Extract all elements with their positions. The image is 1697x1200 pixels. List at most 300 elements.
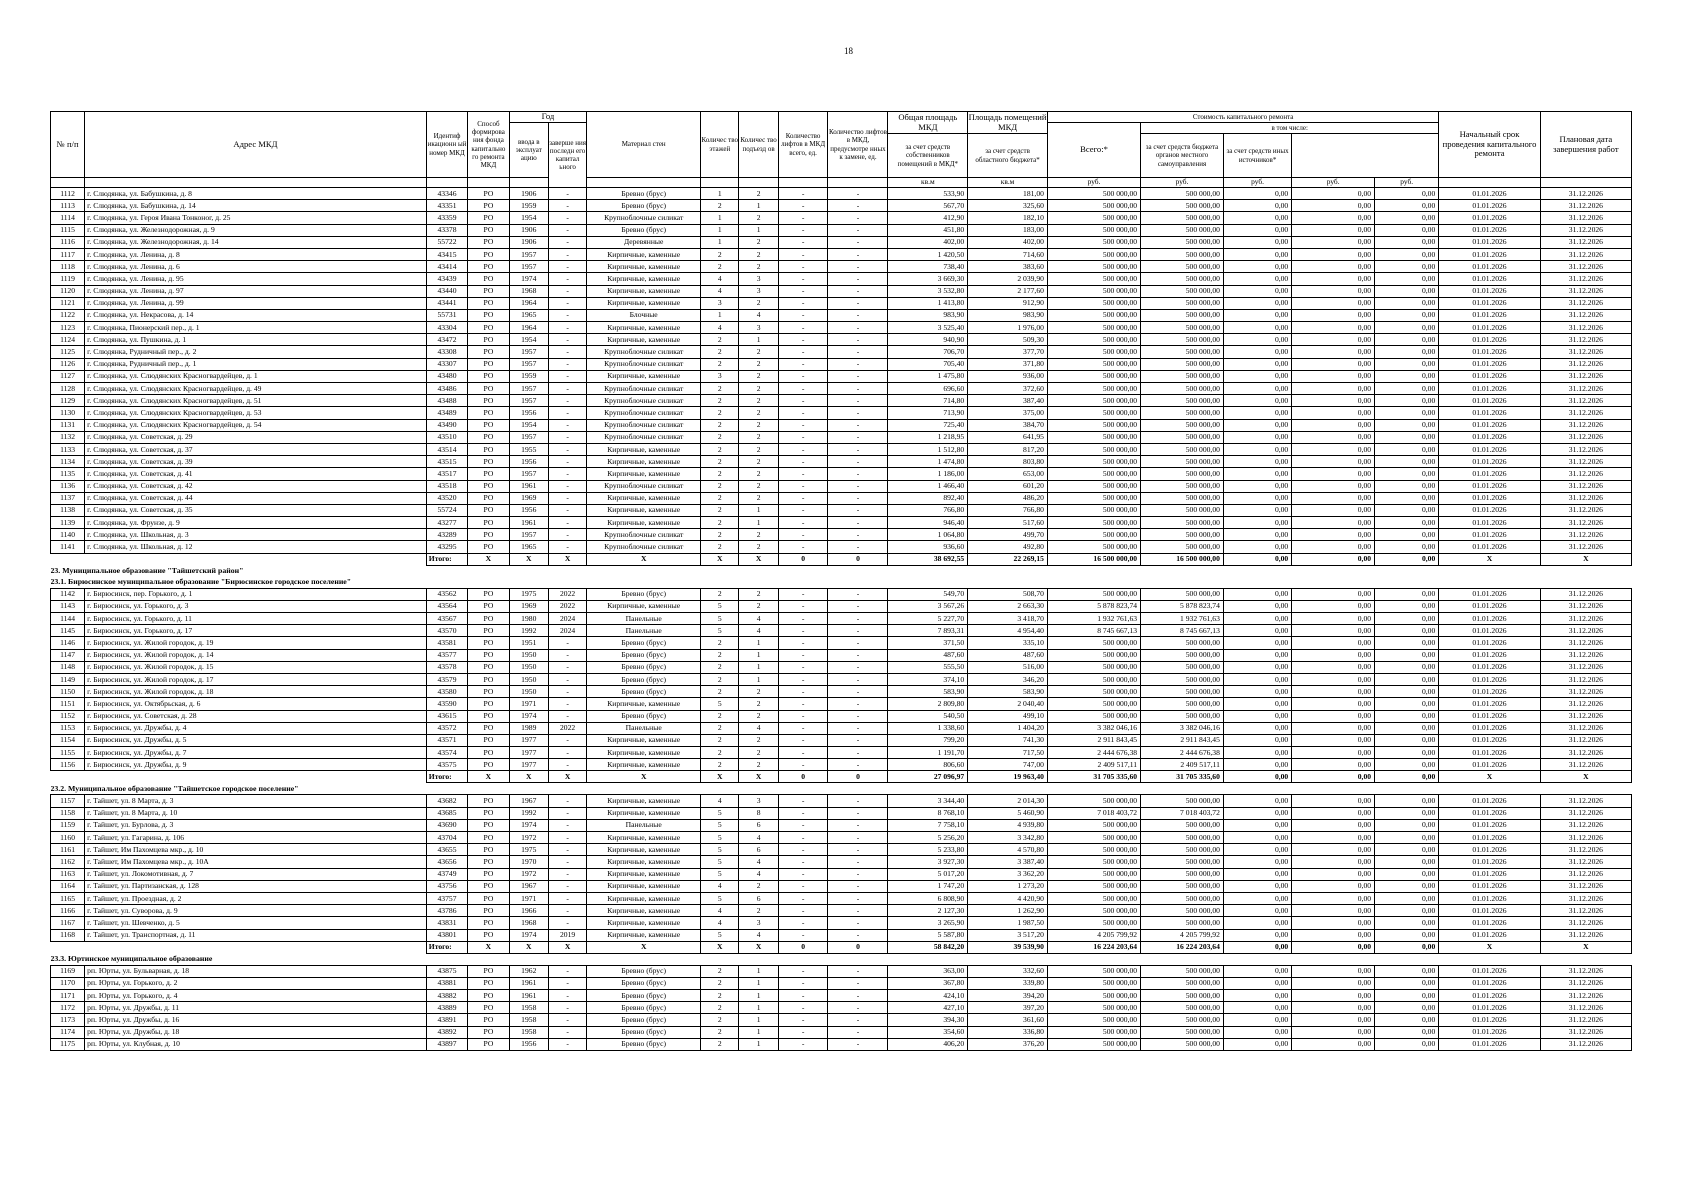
table-cell: 0,00	[1223, 309, 1291, 321]
table-cell: 714,60	[968, 248, 1048, 260]
table-cell: 43685	[426, 807, 467, 819]
table-cell: 0,00	[1375, 1014, 1439, 1026]
table-cell: 0,00	[1292, 917, 1375, 929]
table-cell: 1971	[509, 892, 548, 904]
table-cell: -	[828, 1014, 888, 1026]
table-cell: 01.01.2026	[1439, 759, 1540, 771]
table-cell: 2	[701, 759, 739, 771]
table-cell: 500 000,00	[1047, 637, 1140, 649]
table-cell: -	[778, 273, 828, 285]
table-cell: 43891	[426, 1014, 467, 1026]
table-cell: 500 000,00	[1141, 188, 1224, 200]
table-cell: РО	[468, 625, 509, 637]
table-cell: 2	[701, 480, 739, 492]
table-cell: 2	[701, 649, 739, 661]
table-row	[51, 248, 1632, 260]
table-cell: -	[828, 370, 888, 382]
table-cell: -	[778, 747, 828, 759]
table-cell: -	[548, 346, 586, 358]
table-cell: 325,60	[968, 200, 1048, 212]
table-cell: 1116	[51, 236, 85, 248]
table-cell: 43440	[426, 285, 467, 297]
table-cell: 2	[739, 248, 778, 260]
table-cell: 1955	[509, 443, 548, 455]
table-cell: 487,60	[888, 649, 968, 661]
table-cell: -	[778, 844, 828, 856]
table-cell: 2	[701, 407, 739, 419]
table-cell: 2	[739, 600, 778, 612]
address-cell: г. Слюдянка, ул. Советская, д. 41	[85, 468, 427, 480]
table-cell: -	[778, 1026, 828, 1038]
table-cell: 1958	[509, 1014, 548, 1026]
table-cell: -	[548, 880, 586, 892]
table-cell: 31.12.2026	[1540, 358, 1631, 370]
address-cell: г. Слюдянка, ул. Ленина, д. 6	[85, 261, 427, 273]
table-cell: 5 878 823,74	[1047, 600, 1140, 612]
table-cell: РО	[468, 297, 509, 309]
table-cell: -	[778, 492, 828, 504]
table-cell: -	[778, 1002, 828, 1014]
table-cell: 4	[739, 309, 778, 321]
table-cell: 5	[701, 892, 739, 904]
table-cell: -	[548, 261, 586, 273]
table-cell: 1144	[51, 613, 85, 625]
table-cell: 2 409 517,11	[1141, 759, 1224, 771]
table-cell: -	[548, 419, 586, 431]
table-cell: 0,00	[1375, 248, 1439, 260]
table-row	[51, 224, 1632, 236]
table-cell: -	[828, 734, 888, 746]
table-cell: 1969	[509, 492, 548, 504]
table-row	[51, 710, 1632, 722]
table-cell: 5 017,20	[888, 868, 968, 880]
table-cell: 500 000,00	[1141, 917, 1224, 929]
table-cell: 1114	[51, 212, 85, 224]
total-cell: 0	[778, 771, 828, 783]
table-cell: -	[548, 698, 586, 710]
table-cell: 0,00	[1223, 297, 1291, 309]
table-cell: 806,60	[888, 759, 968, 771]
table-cell: 500 000,00	[1141, 200, 1224, 212]
table-cell: 1961	[509, 990, 548, 1002]
table-cell: 43801	[426, 929, 467, 941]
table-cell: -	[828, 990, 888, 1002]
table-cell: -	[828, 212, 888, 224]
table-cell: 01.01.2026	[1439, 868, 1540, 880]
table-cell: 500 000,00	[1047, 504, 1140, 516]
table-cell: 371,80	[968, 358, 1048, 370]
table-cell: 940,90	[888, 334, 968, 346]
table-row	[51, 1002, 1632, 1014]
table-cell: 1968	[509, 917, 548, 929]
table-cell: 1129	[51, 395, 85, 407]
table-cell: 0,00	[1223, 236, 1291, 248]
table-cell: 6 808,90	[888, 892, 968, 904]
total-cell: 0	[778, 553, 828, 565]
table-cell: 0,00	[1223, 541, 1291, 553]
table-cell: Кирпичные, каменные	[587, 698, 701, 710]
table-cell: 43307	[426, 358, 467, 370]
table-cell: 43520	[426, 492, 467, 504]
table-cell: 1 512,80	[888, 443, 968, 455]
table-cell: 01.01.2026	[1439, 334, 1540, 346]
table-cell: 5	[701, 832, 739, 844]
table-cell: РО	[468, 990, 509, 1002]
table-cell: 01.01.2026	[1439, 588, 1540, 600]
table-cell: -	[548, 1014, 586, 1026]
table-cell: 0,00	[1292, 613, 1375, 625]
table-cell: 0,00	[1292, 248, 1375, 260]
table-cell: 0,00	[1223, 188, 1291, 200]
table-cell: 1 932 761,63	[1047, 613, 1140, 625]
table-cell: 394,20	[968, 990, 1048, 1002]
table-cell: 0,00	[1375, 747, 1439, 759]
table-cell: 31.12.2026	[1540, 1038, 1631, 1050]
table-cell: 1950	[509, 649, 548, 661]
table-cell: 0,00	[1292, 285, 1375, 297]
table-cell: РО	[468, 370, 509, 382]
table-cell: 2 663,30	[968, 600, 1048, 612]
address-cell: г. Бирюсинск, ул. Жилой городок, д. 19	[85, 637, 427, 649]
table-cell: 01.01.2026	[1439, 273, 1540, 285]
table-cell: -	[548, 480, 586, 492]
table-cell: 2	[739, 407, 778, 419]
address-cell: г. Слюдянка, ул. Советская, д. 44	[85, 492, 427, 504]
table-cell: 2	[739, 759, 778, 771]
address-cell: г. Бирюсинск, ул. Горького, д. 11	[85, 613, 427, 625]
table-cell: 1154	[51, 734, 85, 746]
table-cell: 2022	[548, 722, 586, 734]
table-cell: Бревно (брус)	[587, 1014, 701, 1026]
table-cell: 2	[739, 686, 778, 698]
table-cell: 2	[739, 588, 778, 600]
table-cell: 6	[739, 844, 778, 856]
table-cell: 0,00	[1375, 673, 1439, 685]
table-cell: 1137	[51, 492, 85, 504]
address-cell: г. Тайшет, Им Пахомцева мкр., д. 10	[85, 844, 427, 856]
table-cell: -	[828, 1038, 888, 1050]
table-cell: Бревно (брус)	[587, 200, 701, 212]
table-cell: 0,00	[1375, 504, 1439, 516]
table-cell: 31.12.2026	[1540, 868, 1631, 880]
table-cell: Кирпичные, каменные	[587, 844, 701, 856]
table-cell: -	[828, 346, 888, 358]
table-cell: 500 000,00	[1141, 541, 1224, 553]
table-cell: 2	[739, 880, 778, 892]
table-header	[51, 112, 1632, 188]
table-cell: 3 265,90	[888, 917, 968, 929]
table-cell: Бревно (брус)	[587, 965, 701, 977]
table-cell: 500 000,00	[1047, 698, 1140, 710]
table-cell: 01.01.2026	[1439, 480, 1540, 492]
table-cell: 1118	[51, 261, 85, 273]
table-cell: -	[778, 212, 828, 224]
table-cell: 43304	[426, 322, 467, 334]
table-cell: 500 000,00	[1141, 358, 1224, 370]
table-cell: 0,00	[1375, 600, 1439, 612]
table-cell: 1	[739, 334, 778, 346]
table-cell: -	[548, 807, 586, 819]
table-cell: 1	[701, 236, 739, 248]
table-cell: -	[548, 297, 586, 309]
table-cell: 01.01.2026	[1439, 419, 1540, 431]
table-cell: -	[548, 905, 586, 917]
table-cell: 0,00	[1375, 613, 1439, 625]
table-cell: 31.12.2026	[1540, 649, 1631, 661]
table-cell: 5	[701, 600, 739, 612]
table-cell: 5	[701, 929, 739, 941]
table-cell: 500 000,00	[1141, 819, 1224, 831]
table-cell: -	[548, 1002, 586, 1014]
table-cell: 500 000,00	[1047, 346, 1140, 358]
total-cell: Х	[548, 553, 586, 565]
table-cell: 0,00	[1223, 965, 1291, 977]
table-cell: Бревно (брус)	[587, 686, 701, 698]
table-cell: 1974	[509, 929, 548, 941]
table-cell: -	[828, 856, 888, 868]
total-cell: 0	[778, 941, 828, 953]
table-cell: 500 000,00	[1047, 419, 1140, 431]
table-cell: 0,00	[1292, 443, 1375, 455]
table-cell: 3	[739, 917, 778, 929]
table-cell: -	[548, 273, 586, 285]
table-cell: -	[828, 759, 888, 771]
table-cell: РО	[468, 600, 509, 612]
table-cell: 412,90	[888, 212, 968, 224]
table-cell: 01.01.2026	[1439, 541, 1540, 553]
table-cell: 4 205 799,92	[1141, 929, 1224, 941]
table-cell: 182,10	[968, 212, 1048, 224]
table-cell: 500 000,00	[1141, 334, 1224, 346]
table-row	[51, 261, 1632, 273]
table-cell: 43889	[426, 1002, 467, 1014]
table-cell: -	[828, 613, 888, 625]
table-cell: 1153	[51, 722, 85, 734]
table-row	[51, 236, 1632, 248]
table-row	[51, 698, 1632, 710]
table-cell: 2	[701, 431, 739, 443]
table-cell: 2	[701, 1026, 739, 1038]
table-row	[51, 383, 1632, 395]
table-cell: 1163	[51, 868, 85, 880]
table-cell: 2	[739, 480, 778, 492]
table-cell: -	[778, 407, 828, 419]
table-cell: 1972	[509, 832, 548, 844]
table-cell: 0,00	[1375, 734, 1439, 746]
table-cell: 500 000,00	[1141, 212, 1224, 224]
table-cell: -	[828, 844, 888, 856]
table-cell: 2	[701, 346, 739, 358]
table-cell: 3 382 046,16	[1141, 722, 1224, 734]
section-heading	[51, 953, 1632, 965]
table-cell: -	[828, 517, 888, 529]
table-cell: 3 342,80	[968, 832, 1048, 844]
table-cell: 424,10	[888, 990, 968, 1002]
table-cell: 4 205 799,92	[1047, 929, 1140, 941]
table-cell: -	[548, 1038, 586, 1050]
address-cell: г. Слюдянка, ул. Школьная, д. 3	[85, 529, 427, 541]
table-cell: 4	[701, 285, 739, 297]
table-cell: -	[778, 686, 828, 698]
table-cell: 01.01.2026	[1439, 504, 1540, 516]
table-cell: 43656	[426, 856, 467, 868]
table-cell: 0,00	[1375, 358, 1439, 370]
table-cell: -	[548, 248, 586, 260]
table-cell: 31.12.2026	[1540, 504, 1631, 516]
table-cell: 0,00	[1292, 637, 1375, 649]
table-cell: 1	[739, 1026, 778, 1038]
table-cell: 0,00	[1292, 698, 1375, 710]
table-body	[51, 188, 1632, 1051]
table-cell: 01.01.2026	[1439, 977, 1540, 989]
table-cell: 0,00	[1292, 747, 1375, 759]
table-cell: 1957	[509, 383, 548, 395]
table-cell: Кирпичные, каменные	[587, 929, 701, 941]
table-cell: Кирпичные, каменные	[587, 600, 701, 612]
table-row	[51, 273, 1632, 285]
table-cell: 2	[739, 710, 778, 722]
table-cell: 31.12.2026	[1540, 541, 1631, 553]
table-cell: 31.12.2026	[1540, 200, 1631, 212]
table-cell: 01.01.2026	[1439, 990, 1540, 1002]
table-cell: 2 444 676,38	[1047, 747, 1140, 759]
address-cell: г. Бирюсинск, ул. Дружбы, д. 4	[85, 722, 427, 734]
section-heading	[51, 577, 1632, 589]
table-cell: -	[828, 977, 888, 989]
table-cell: 2 409 517,11	[1047, 759, 1140, 771]
table-cell: -	[828, 431, 888, 443]
table-cell: 500 000,00	[1047, 517, 1140, 529]
table-row	[51, 285, 1632, 297]
table-cell: 2	[701, 734, 739, 746]
header-cost-incl: в том числе:	[1141, 123, 1439, 134]
table-cell: -	[778, 456, 828, 468]
table-cell: 5	[701, 625, 739, 637]
table-cell: 983,90	[968, 309, 1048, 321]
table-cell: 1992	[509, 807, 548, 819]
table-cell: 01.01.2026	[1439, 686, 1540, 698]
table-cell: -	[828, 224, 888, 236]
table-cell: -	[778, 673, 828, 685]
table-cell: 31.12.2026	[1540, 722, 1631, 734]
table-cell: 641,95	[968, 431, 1048, 443]
table-cell: 31.12.2026	[1540, 529, 1631, 541]
table-cell: 500 000,00	[1047, 795, 1140, 807]
header-start: Начальный срок проведения капитального ремонта	[1439, 112, 1540, 178]
table-cell: 500 000,00	[1141, 965, 1224, 977]
table-cell: 1130	[51, 407, 85, 419]
table-cell: -	[548, 795, 586, 807]
table-cell: 2 177,60	[968, 285, 1048, 297]
table-cell: 31.12.2026	[1540, 468, 1631, 480]
table-cell: -	[778, 443, 828, 455]
table-row	[51, 880, 1632, 892]
table-cell: -	[548, 456, 586, 468]
header-floors: Количес тво этажей	[701, 112, 739, 178]
table-cell: 4	[701, 322, 739, 334]
address-cell: г. Слюдянка, ул. Слюдянских Красногвардейцев, д. 54	[85, 419, 427, 431]
table-cell: 43690	[426, 819, 467, 831]
table-cell: 01.01.2026	[1439, 613, 1540, 625]
table-cell: 0,00	[1292, 212, 1375, 224]
address-cell: г. Слюдянка, ул. Слюдянских Красногвардейцев, д. 51	[85, 395, 427, 407]
table-cell: 2	[739, 188, 778, 200]
table-cell: 0,00	[1292, 456, 1375, 468]
table-cell: РО	[468, 456, 509, 468]
total-cell: 0	[828, 771, 888, 783]
table-cell: Крупноблочные силикат	[587, 480, 701, 492]
table-cell: -	[828, 309, 888, 321]
table-cell: 2	[739, 443, 778, 455]
table-cell: -	[778, 370, 828, 382]
table-cell: 01.01.2026	[1439, 844, 1540, 856]
section-heading	[51, 565, 1632, 577]
table-cell: 738,40	[888, 261, 968, 273]
table-cell: Кирпичные, каменные	[587, 868, 701, 880]
table-cell: 01.01.2026	[1439, 431, 1540, 443]
table-cell: 583,90	[888, 686, 968, 698]
table-cell: -	[778, 504, 828, 516]
table-cell: 517,60	[968, 517, 1048, 529]
table-cell: -	[778, 188, 828, 200]
table-cell: 01.01.2026	[1439, 661, 1540, 673]
header-area-total: Общая площадь МКД	[888, 112, 968, 134]
table-cell: 500 000,00	[1141, 698, 1224, 710]
table-cell: 1127	[51, 370, 85, 382]
table-cell: РО	[468, 212, 509, 224]
table-cell: 817,20	[968, 443, 1048, 455]
address-cell: г. Бирюсинск, ул. Жилой городок, д. 17	[85, 673, 427, 685]
table-cell: 500 000,00	[1141, 261, 1224, 273]
table-cell: 31.12.2026	[1540, 456, 1631, 468]
table-cell: 500 000,00	[1141, 686, 1224, 698]
table-cell: 1146	[51, 637, 85, 649]
table-cell: 0,00	[1223, 224, 1291, 236]
table-cell: 1966	[509, 905, 548, 917]
table-cell: 0,00	[1375, 819, 1439, 831]
table-cell: 0,00	[1223, 443, 1291, 455]
table-cell: -	[548, 322, 586, 334]
table-cell: 500 000,00	[1047, 468, 1140, 480]
table-cell: 500 000,00	[1141, 661, 1224, 673]
table-cell: 0,00	[1223, 977, 1291, 989]
table-cell: 1906	[509, 224, 548, 236]
table-cell: 7 893,31	[888, 625, 968, 637]
table-cell: 1 932 761,63	[1141, 613, 1224, 625]
table-cell: 361,60	[968, 1014, 1048, 1026]
table-cell: 01.01.2026	[1439, 346, 1540, 358]
table-cell: 1906	[509, 236, 548, 248]
table-row	[51, 929, 1632, 941]
table-cell: 2	[701, 722, 739, 734]
table-cell: 2024	[548, 613, 586, 625]
table-cell: Бревно (брус)	[587, 1038, 701, 1050]
table-cell: Бревно (брус)	[587, 990, 701, 1002]
table-cell: -	[778, 395, 828, 407]
table-cell: 01.01.2026	[1439, 358, 1540, 370]
total-blank	[51, 941, 427, 953]
address-cell: г. Слюдянка, ул. Школьная, д. 12	[85, 541, 427, 553]
table-cell: 339,80	[968, 977, 1048, 989]
table-cell: 1157	[51, 795, 85, 807]
table-cell: 31.12.2026	[1540, 480, 1631, 492]
table-cell: 2	[701, 588, 739, 600]
total-label: Итого:	[426, 771, 467, 783]
table-cell: 01.01.2026	[1439, 370, 1540, 382]
table-cell: -	[778, 710, 828, 722]
table-cell: 31.12.2026	[1540, 261, 1631, 273]
table-cell: 43704	[426, 832, 467, 844]
